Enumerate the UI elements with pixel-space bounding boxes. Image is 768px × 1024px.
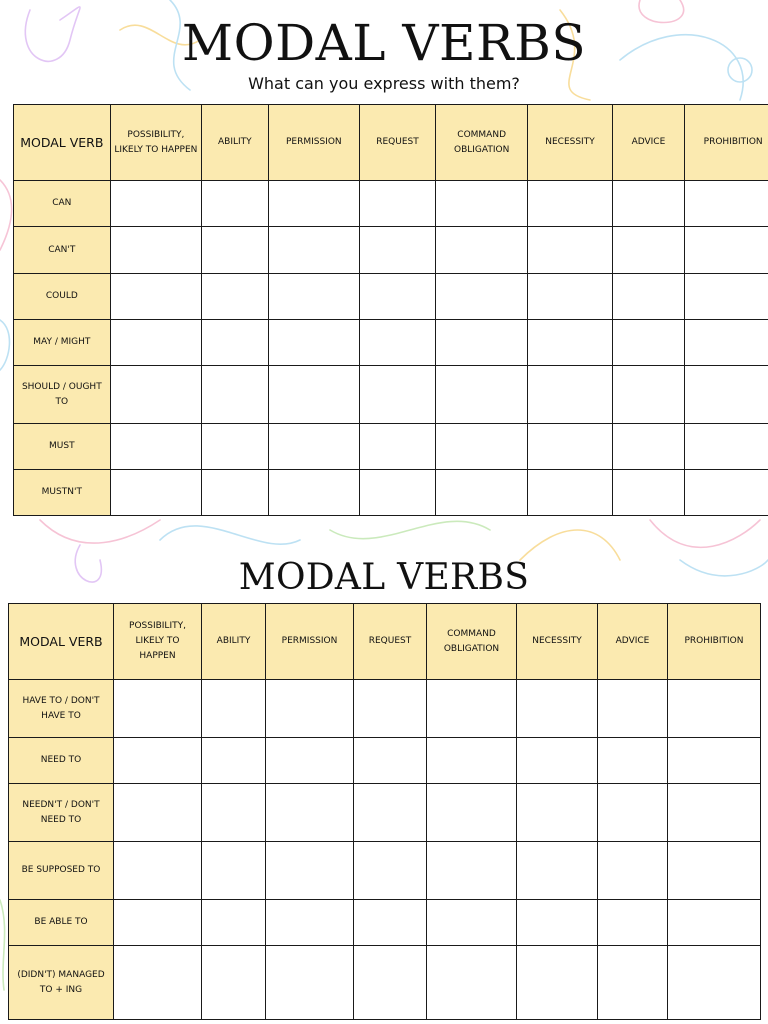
row-label: BE ABLE TO (9, 900, 114, 946)
answer-cell[interactable] (266, 738, 354, 784)
row-label: NEED TO (9, 738, 114, 784)
column-header: REQUEST (360, 105, 436, 181)
answer-cell[interactable] (668, 680, 761, 738)
answer-cell[interactable] (110, 470, 201, 516)
answer-cell[interactable] (685, 320, 768, 366)
column-header: REQUEST (354, 604, 427, 680)
answer-cell[interactable] (598, 946, 668, 1020)
answer-cell[interactable] (360, 181, 436, 227)
answer-cell[interactable] (685, 470, 768, 516)
answer-cell[interactable] (668, 842, 761, 900)
answer-cell[interactable] (354, 946, 427, 1020)
answer-cell[interactable] (435, 424, 527, 470)
answer-cell[interactable] (360, 366, 436, 424)
row-label: CAN (14, 181, 111, 227)
answer-cell[interactable] (685, 181, 768, 227)
answer-cell[interactable] (202, 946, 266, 1020)
answer-cell[interactable] (354, 680, 427, 738)
column-header: PROHIBITION (685, 105, 768, 181)
answer-cell[interactable] (517, 680, 598, 738)
corner-label: MODAL VERB (14, 105, 111, 181)
answer-cell[interactable] (266, 842, 354, 900)
column-header: ABILITY (202, 604, 266, 680)
answer-cell[interactable] (202, 366, 269, 424)
answer-cell[interactable] (612, 424, 685, 470)
row-label: SHOULD / OUGHT TO (14, 366, 111, 424)
answer-cell[interactable] (202, 227, 269, 274)
answer-cell[interactable] (612, 366, 685, 424)
answer-cell[interactable] (517, 738, 598, 784)
answer-cell[interactable] (114, 900, 202, 946)
answer-cell[interactable] (528, 424, 612, 470)
answer-cell[interactable] (268, 181, 359, 227)
answer-cell[interactable] (612, 274, 685, 320)
row-label: BE SUPPOSED TO (9, 842, 114, 900)
answer-cell[interactable] (685, 424, 768, 470)
answer-cell[interactable] (668, 738, 761, 784)
answer-cell[interactable] (517, 946, 598, 1020)
answer-cell[interactable] (427, 738, 517, 784)
answer-cell[interactable] (354, 738, 427, 784)
answer-cell[interactable] (268, 424, 359, 470)
answer-cell[interactable] (685, 274, 768, 320)
answer-cell[interactable] (528, 366, 612, 424)
answer-cell[interactable] (435, 227, 527, 274)
answer-cell[interactable] (360, 320, 436, 366)
column-header: NECESSITY (528, 105, 612, 181)
answer-cell[interactable] (354, 842, 427, 900)
answer-cell[interactable] (427, 784, 517, 842)
answer-cell[interactable] (202, 320, 269, 366)
answer-cell[interactable] (202, 784, 266, 842)
answer-cell[interactable] (268, 320, 359, 366)
answer-cell[interactable] (268, 366, 359, 424)
answer-cell[interactable] (668, 900, 761, 946)
answer-cell[interactable] (268, 274, 359, 320)
answer-cell[interactable] (435, 470, 527, 516)
modal-verbs-table-1 (13, 104, 768, 516)
answer-cell[interactable] (612, 320, 685, 366)
answer-cell[interactable] (427, 946, 517, 1020)
row-label: MUSTN'T (14, 470, 111, 516)
answer-cell[interactable] (517, 842, 598, 900)
column-header: ADVICE (598, 604, 668, 680)
answer-cell[interactable] (202, 680, 266, 738)
answer-cell[interactable] (427, 842, 517, 900)
row-label: (DIDN'T) MANAGED TO + ING (9, 946, 114, 1020)
modal-verbs-table-2 (8, 603, 761, 1020)
answer-cell[interactable] (528, 470, 612, 516)
answer-cell[interactable] (202, 738, 266, 784)
column-header: POSSIBILITY, LIKELY TO HAPPEN (110, 105, 201, 181)
answer-cell[interactable] (110, 424, 201, 470)
column-header: COMMAND OBLIGATION (427, 604, 517, 680)
answer-cell[interactable] (435, 274, 527, 320)
answer-cell[interactable] (528, 274, 612, 320)
answer-cell[interactable] (517, 900, 598, 946)
answer-cell[interactable] (114, 680, 202, 738)
answer-cell[interactable] (435, 181, 527, 227)
row-label: COULD (14, 274, 111, 320)
answer-cell[interactable] (360, 274, 436, 320)
answer-cell[interactable] (202, 470, 269, 516)
answer-cell[interactable] (266, 680, 354, 738)
row-label: MAY / MIGHT (14, 320, 111, 366)
column-header: NECESSITY (517, 604, 598, 680)
answer-cell[interactable] (202, 181, 269, 227)
row-label: CAN'T (14, 227, 111, 274)
answer-cell[interactable] (517, 784, 598, 842)
answer-cell[interactable] (114, 842, 202, 900)
answer-cell[interactable] (266, 784, 354, 842)
corner-label: MODAL VERB (9, 604, 114, 680)
answer-cell[interactable] (266, 946, 354, 1020)
answer-cell[interactable] (685, 366, 768, 424)
answer-cell[interactable] (110, 227, 201, 274)
column-header: ADVICE (612, 105, 685, 181)
column-header: PERMISSION (266, 604, 354, 680)
answer-cell[interactable] (202, 900, 266, 946)
answer-cell[interactable] (114, 784, 202, 842)
answer-cell[interactable] (202, 424, 269, 470)
column-header: PROHIBITION (668, 604, 761, 680)
answer-cell[interactable] (110, 366, 201, 424)
row-label: HAVE TO / DON'T HAVE TO (9, 680, 114, 738)
answer-cell[interactable] (110, 320, 201, 366)
answer-cell[interactable] (360, 424, 436, 470)
row-label: MUST (14, 424, 111, 470)
answer-cell[interactable] (598, 784, 668, 842)
answer-cell[interactable] (110, 274, 201, 320)
answer-cell[interactable] (685, 227, 768, 274)
answer-cell[interactable] (598, 900, 668, 946)
page-title: MODAL VERBS (181, 14, 587, 72)
answer-cell[interactable] (114, 946, 202, 1020)
answer-cell[interactable] (435, 366, 527, 424)
answer-cell[interactable] (110, 181, 201, 227)
answer-cell[interactable] (598, 738, 668, 784)
answer-cell[interactable] (114, 738, 202, 784)
answer-cell[interactable] (268, 470, 359, 516)
answer-cell[interactable] (598, 842, 668, 900)
answer-cell[interactable] (435, 320, 527, 366)
answer-cell[interactable] (202, 274, 269, 320)
answer-cell[interactable] (612, 181, 685, 227)
answer-cell[interactable] (598, 680, 668, 738)
answer-cell[interactable] (202, 842, 266, 900)
column-header: PERMISSION (268, 105, 359, 181)
answer-cell[interactable] (354, 784, 427, 842)
answer-cell[interactable] (668, 784, 761, 842)
section-title: MODAL VERBS (238, 557, 530, 598)
answer-cell[interactable] (528, 227, 612, 274)
answer-cell[interactable] (427, 680, 517, 738)
answer-cell[interactable] (360, 227, 436, 274)
column-header: COMMAND OBLIGATION (435, 105, 527, 181)
answer-cell[interactable] (427, 900, 517, 946)
answer-cell[interactable] (268, 227, 359, 274)
answer-cell[interactable] (360, 470, 436, 516)
row-label: NEEDN'T / DON'T NEED TO (9, 784, 114, 842)
column-header: ABILITY (202, 105, 269, 181)
answer-cell[interactable] (354, 900, 427, 946)
answer-cell[interactable] (528, 320, 612, 366)
answer-cell[interactable] (612, 227, 685, 274)
column-header: POSSIBILITY, LIKELY TO HAPPEN (114, 604, 202, 680)
answer-cell[interactable] (528, 181, 612, 227)
answer-cell[interactable] (266, 900, 354, 946)
answer-cell[interactable] (612, 470, 685, 516)
page-subtitle: What can you express with them? (248, 74, 520, 93)
answer-cell[interactable] (668, 946, 761, 1020)
